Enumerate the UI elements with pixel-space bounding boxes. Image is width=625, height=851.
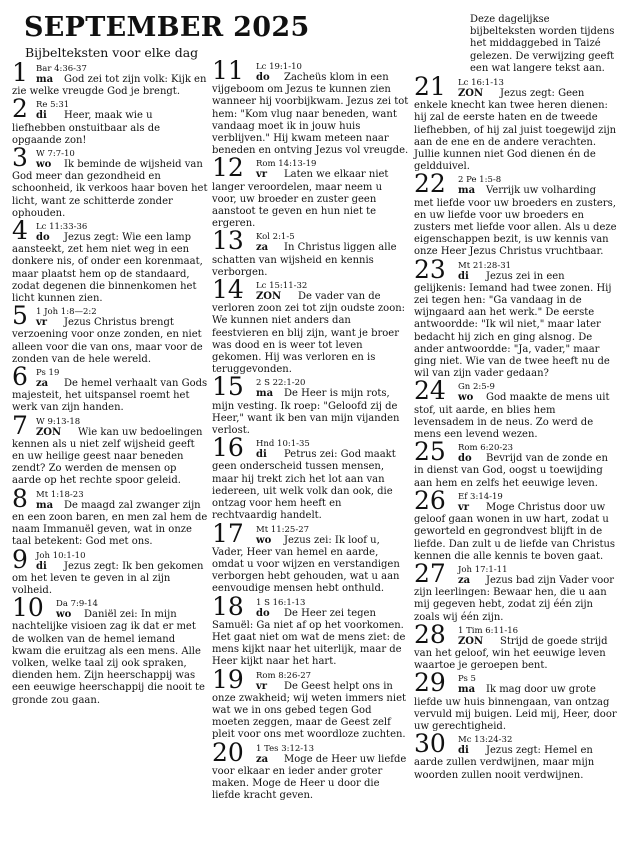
entry-header: [12, 483, 208, 513]
entry-header: [414, 729, 618, 759]
entry-header: [212, 372, 409, 402]
bible-reference: Ef 3:14-19: [458, 491, 503, 502]
weekday: wo: [256, 534, 272, 546]
bible-reference: Lc 19:1-10: [256, 62, 302, 72]
weekday: vr: [256, 169, 268, 181]
column-3: [414, 72, 618, 782]
day-number: 25: [414, 437, 446, 467]
day-number: 26: [414, 485, 446, 515]
entry-header: [414, 254, 618, 284]
entry-header: [212, 275, 409, 305]
day-number: 10: [12, 593, 44, 623]
day-number: 2: [12, 94, 28, 124]
weekday: di: [36, 110, 47, 122]
weekday: ma: [36, 74, 54, 85]
day-number: 13: [212, 226, 244, 256]
bible-reference: 1 Tim 6:11-16: [458, 625, 519, 636]
day-entry: [12, 593, 208, 707]
day-entry: [12, 362, 208, 415]
page-subtitle: Bijbelteksten voor elke dag: [25, 45, 199, 60]
entry-header: [212, 56, 409, 85]
day-number: 21: [414, 72, 446, 101]
day-entry: [414, 558, 618, 624]
day-entry: [212, 433, 409, 522]
weekday: za: [256, 242, 269, 254]
day-entry: [12, 483, 208, 549]
verse-text: Heer, maak wie u liefhebben onstuitbaar als de opgaande zon!: [12, 110, 161, 146]
day-entry: [212, 226, 409, 279]
entry-header: [414, 169, 618, 199]
day-entry: [414, 668, 618, 733]
entry-header: [12, 58, 208, 87]
bible-reference: 1 Tes 3:12-13: [256, 743, 314, 754]
weekday: do: [256, 607, 270, 619]
bible-reference: 2 S 22:1-20: [256, 378, 306, 389]
day-entry: [414, 254, 618, 381]
verse-text: Jezus zei: Ik loof u, Vader, Heer van hemel en aarde, omdat u voor wijzen en verstandigen verborgen hebt gehouden, wat u aan eenvoudige mensen hebt onthuld.: [212, 534, 400, 595]
day-entry: [212, 664, 409, 742]
day-entry: [12, 216, 208, 305]
entry-header: [414, 485, 618, 515]
verse-text: God zei tot zijn volk: Kijk en zie welke vreugde God je brengt.: [12, 74, 207, 98]
entry-header: [212, 433, 409, 463]
weekday: ma: [256, 388, 274, 400]
day-entry: [414, 169, 618, 258]
entry-header: [414, 619, 618, 649]
weekday: vr: [458, 501, 470, 513]
entry-header: [414, 376, 618, 406]
bible-reference: Ps 19: [36, 368, 60, 379]
weekday: di: [458, 270, 469, 282]
bible-reference: 1 S 16:1-13: [256, 597, 306, 608]
verse-text: In Christus liggen alle schatten van wijsheid en kennis verborgen.: [212, 242, 397, 278]
day-entry: [414, 729, 618, 782]
bible-reference: W 9:13-18: [36, 416, 81, 427]
day-entry: [12, 94, 208, 147]
bible-reference: Kol 2:1-5: [256, 232, 295, 243]
day-number: 7: [12, 410, 28, 440]
entry-header: [414, 558, 618, 588]
column-2: [212, 56, 409, 802]
day-number: 23: [414, 254, 446, 284]
weekday: di: [36, 560, 47, 572]
bible-reference: Mt 21:28-31: [458, 260, 512, 271]
verse-text: Bevrijd van de zonde en in dienst van God, oogst u toewijding aan hem en zelfs het eeuwige leven.: [414, 453, 608, 489]
day-number: 15: [212, 372, 244, 402]
day-entry: [414, 485, 618, 563]
day-entry: [212, 591, 409, 669]
entry-header: [414, 72, 618, 101]
verse-text: De Geest helpt ons in onze zwakheid; wij weten immers niet wat we in ons gebed tegen God moeten zeggen, maar de Geest zelf pleit voor ons met woordloze zuchten.: [212, 680, 406, 741]
weekday: wo: [56, 609, 72, 621]
bible-reference: 2 Pe 1:5-8: [458, 175, 502, 186]
day-number: 12: [212, 153, 244, 183]
entry-header: [414, 437, 618, 467]
day-number: 3: [12, 143, 28, 173]
verse-text: Wie kan uw bedoelingen kennen als u niet zelf wijsheid geeft en uw heilige geest naar beneden zendt? Zo werden de mensen op aarde op het rechte spoor geleid.: [12, 426, 203, 487]
day-number: 20: [212, 737, 244, 767]
bible-reference: Lc 15:11-32: [256, 281, 308, 292]
bible-reference: Mt 1:18-23: [36, 489, 84, 500]
entry-header: [12, 593, 208, 623]
entry-header: [12, 544, 208, 574]
bible-reference: Joh 17:1-11: [458, 564, 508, 575]
verse-text: Jezus bad zijn Vader voor zijn leerlingen: Bewaar hen, die u aan mij gegeven hebt, zodat zij één zijn zoals wij één zijn.: [414, 574, 615, 623]
entry-header: [212, 153, 409, 183]
entry-header: [12, 301, 208, 331]
weekday: do: [36, 232, 50, 244]
day-number: 5: [12, 301, 28, 331]
day-entry: [12, 301, 208, 366]
weekday: ma: [36, 499, 54, 511]
bible-reference: Joh 10:1-10: [36, 550, 86, 561]
verse-text: Ik beminde de wijsheid van God meer dan gezondheid en schoonheid, ik verkoos haar boven het licht, want ze schitterde zonder ophouden.: [12, 159, 208, 219]
verse-text: Petrus zei: God maakt geen onderscheid tussen mensen, maar hij trekt zich het lot aan van iedereen, uit welk volk dan ook, die ontzag voor hem heeft en rechtvaardig handelt.: [212, 449, 396, 522]
entry-header: [12, 362, 208, 392]
day-number: 17: [212, 518, 244, 548]
entry-header: [212, 518, 409, 548]
weekday: di: [256, 449, 267, 461]
bible-reference: Ps 5: [458, 674, 476, 685]
weekday: ZON: [458, 635, 484, 647]
bible-reference: Hnd 10:1-35: [256, 439, 310, 450]
day-entry: [212, 56, 409, 157]
day-number: 11: [212, 56, 244, 85]
weekday: ZON: [36, 426, 62, 438]
day-entry: [414, 376, 618, 441]
verse-text: De hemel verhaalt van Gods majesteit, het uitspansel roemt het werk van zijn handen.: [12, 378, 208, 414]
verse-text: Laten we elkaar niet langer veroordelen, maar neem u voor, uw broeder en zuster geen aanstoot te geven en hun niet te ergeren.: [212, 169, 389, 230]
day-number: 19: [212, 664, 244, 694]
verse-text: Moge de Heer uw liefde voor elkaar en ieder ander groter maken. Moge de Heer u door die liefde kracht geven.: [212, 753, 407, 802]
day-number: 9: [12, 544, 28, 574]
day-entry: [414, 437, 618, 490]
weekday: vr: [256, 680, 268, 692]
entry-header: [212, 664, 409, 694]
day-entry: [12, 143, 208, 220]
weekday: wo: [36, 159, 52, 171]
bible-reference: Lc 11:33-36: [36, 222, 88, 233]
day-entry: [12, 544, 208, 598]
entry-header: [212, 737, 409, 767]
weekday: ma: [458, 185, 476, 197]
verse-text: Verrijk uw volharding met liefde voor uw broeders en zusters, en uw liefde voor uw broeders en zusters met liefde voor allen. Als u deze eigenschappen bezit, is uw kennis van onze Heer Jezus Christus vruchtbaar.: [414, 185, 617, 258]
day-number: 29: [414, 668, 446, 698]
bible-reference: W 7:7-10: [36, 149, 75, 160]
day-entry: [212, 737, 409, 803]
weekday: za: [36, 378, 49, 390]
verse-text: Strijd de goede strijd van het geloof, win het eeuwige leven waartoe je geroepen bent.: [414, 635, 608, 672]
verse-text: De maagd zal zwanger zijn en een zoon baren, en men zal hem de naam Immanuël geven, wat in onze taal betekent: God met ons.: [12, 499, 208, 548]
intro-note: Deze dagelijkse bijbelteksten worden tijdens het middaggebed in Taizé gelezen. De verwijzing geeft een wat langere tekst aan.: [470, 14, 615, 74]
verse-text: Daniël zei: In mijn nachtelijke visioen zag ik dat er met de wolken van de hemel iemand kwam die eruitzag als een mens. Alle volken, welke taal zij ook spraken, dienden hem. Zijn heerschappij was een eeuwige heerschappij die nooit te gronde zou gaan.: [12, 609, 205, 706]
weekday: wo: [458, 392, 474, 404]
bible-reference: Mc 13:24-32: [458, 735, 513, 746]
day-entry: [212, 153, 409, 230]
bible-reference: Rom 14:13-19: [256, 159, 317, 170]
weekday: ZON: [256, 291, 282, 303]
bible-reference: Mt 11:25-27: [256, 524, 310, 535]
verse-text: Ik mag door uw grote liefde uw huis binnengaan, van ontzag vervuld mij buigen. Leid mij, Heer, door uw gerechtigheid.: [414, 684, 617, 732]
day-entry: [12, 58, 208, 98]
weekday: ZON: [458, 88, 484, 99]
weekday: ma: [458, 684, 476, 696]
verse-text: Moge Christus door uw geloof gaan wonen in uw hart, zodat u geworteld en gegrondvest blijft in de liefde. Dan zult u de liefde van Christus kennen die alle kennis te boven gaat.: [414, 501, 616, 562]
bible-reference: 1 Joh 1:8—2:2: [36, 307, 97, 318]
entry-header: [12, 216, 208, 246]
weekday: za: [256, 753, 269, 765]
day-number: 18: [212, 591, 244, 621]
weekday: za: [458, 574, 471, 586]
day-entry: [212, 372, 409, 437]
bible-reference: Re 5:31: [36, 100, 70, 111]
weekday: do: [458, 453, 472, 465]
verse-text: Jezus zegt: Wie een lamp aansteekt, zet hem niet weg in een donkere nis, of onder een korenmaat, maar plaatst hem op de standaard, zodat degenen die binnenkomen het licht kunnen zien.: [12, 232, 203, 305]
bible-reference: Da 7:9-14: [56, 599, 98, 610]
page-title: SEPTEMBER 2025: [24, 12, 310, 43]
weekday: vr: [36, 317, 48, 329]
entry-header: [212, 226, 409, 256]
day-entry: [414, 619, 618, 673]
verse-text: De Heer zei tegen Samuël: Ga niet af op het voorkomen. Het gaat niet om wat de mens ziet: de mens kijkt naar het uiterlijk, maar de Heer kijkt naar het hart.: [212, 607, 406, 668]
day-number: 4: [12, 216, 28, 246]
verse-text: Jezus zegt: Hemel en aarde zullen verdwijnen, maar mijn woorden zullen nooit verdwijnen.: [414, 745, 595, 781]
day-number: 6: [12, 362, 28, 392]
day-number: 28: [414, 619, 446, 649]
day-entry: [212, 275, 409, 376]
day-number: 16: [212, 433, 244, 463]
entry-header: [12, 410, 208, 440]
day-number: 14: [212, 275, 244, 305]
bible-reference: Bar 4:36-37: [36, 64, 87, 74]
weekday: di: [458, 745, 469, 757]
bible-reference: Gn 2:5-9: [458, 382, 495, 393]
verse-text: Jezus zei in een gelijkenis: Iemand had twee zonen. Hij zei tegen hen: "Ga vandaag in de wijngaard aan het werk." De eerste antwoordde: "Ik wil niet," maar later bedacht hij zich en ging alsnog. De ander antwoordde: "Ja, vader," maar ging niet. Wie van de twee heeft nu de wil van zijn vader gedaan?: [414, 270, 612, 380]
entry-header: [414, 668, 618, 698]
day-number: 22: [414, 169, 446, 199]
day-entry: [212, 518, 409, 596]
day-number: 24: [414, 376, 446, 406]
day-number: 8: [12, 483, 28, 513]
entry-header: [12, 143, 208, 173]
verse-text: Zacheüs klom in een vijgeboom om Jezus te kunnen zien wanneer hij voorbijkwam. Jezus zei tot hem: "Kom vlug naar beneden, want vandaag moet ik in jouw huis verblijven." Hij kwam meteen naar beneden en ontving Jezus vol vreugde.: [212, 72, 409, 157]
bible-reference: Rom 8:26-27: [256, 670, 312, 681]
bible-reference: Rom 6:20-23: [458, 443, 514, 454]
verse-text: De Heer is mijn rots, mijn vesting. Ik roep: "Geloofd zij de Heer," want ik ben van mijn vijanden verlost.: [212, 388, 400, 437]
verse-text: Jezus zegt: Ik ben gekomen om het leven te geven in al zijn volheid.: [12, 560, 204, 596]
day-number: 27: [414, 558, 446, 588]
day-entry: [12, 410, 208, 488]
verse-text: Jezus zegt: Geen enkele knecht kan twee heren dienen: hij zal de eerste haten en de tweede liefhebben, of hij zal juist toegewijd zijn aan de ene en de andere verachten. Jullie kunnen niet God dienen én de geldduivel.: [414, 88, 617, 173]
verse-text: God maakte de mens uit stof, uit aarde, en blies hem levensadem in de neus. Zo werd de mens een levend wezen.: [414, 392, 610, 441]
column-1: [12, 58, 208, 707]
verse-text: Jezus Christus brengt verzoening voor onze zonden, en niet alleen voor die van ons, maar voor de zonden van de hele wereld.: [12, 317, 203, 365]
entry-header: [212, 591, 409, 621]
day-number: 1: [12, 58, 28, 87]
day-entry: [414, 72, 618, 173]
verse-text: De vader van de verloren zoon zei tot zijn oudste zoon: We kunnen niet anders dan feestvieren en blij zijn, want je broer was dood en is weer tot leven gekomen. Hij was verloren en is teruggevonden.: [212, 291, 406, 376]
entry-header: [12, 94, 208, 124]
day-number: 30: [414, 729, 446, 759]
weekday: do: [256, 72, 270, 83]
bible-reference: Lc 16:1-13: [458, 78, 504, 88]
